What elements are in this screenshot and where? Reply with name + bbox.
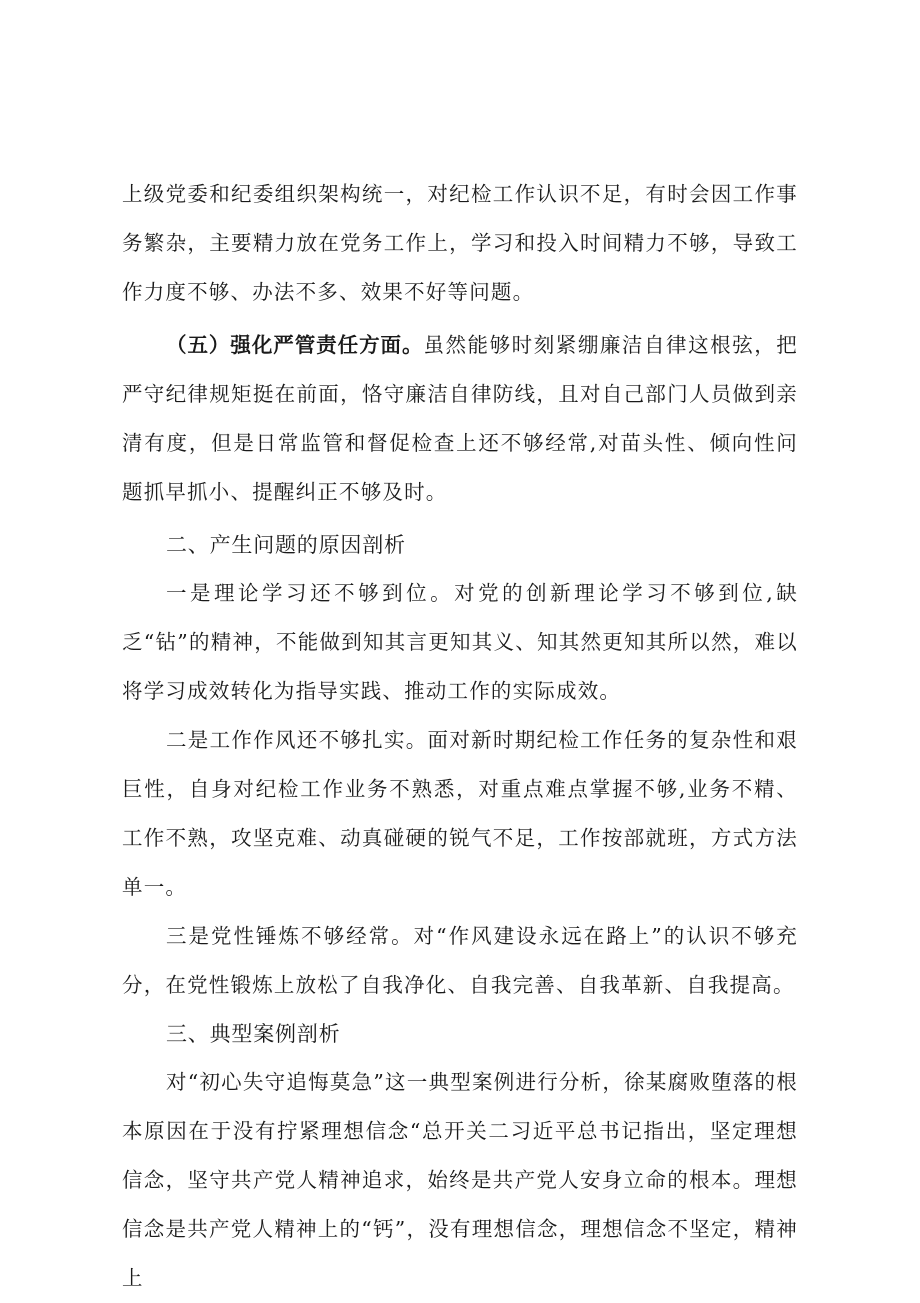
paragraph-strict-management	[122, 321, 798, 517]
paragraph-case-analysis: 对“初心失守追悔莫急”这一典型案例进行分析，徐某腐败堕落的根本原因在于没有拧紧理想信念“总开关二习近平总书记指出，坚定理想信念，坚守共产党人精神追求，始终是共产党人安身立命的根本。理想信念是共产党人精神上的“钙”，没有理想信念，理想信念不坚定，精神上	[122, 1070, 798, 1290]
paragraph-cause-workstyle: 二是工作作风还不够扎实。面对新时期纪检工作任务的复杂性和艰巨性，自身对纪检工作业务不熟悉，对重点难点掌握不够,业务不精、工作不熟，攻坚克难、动真碰硬的锐气不足，工作按部就班，方式方法单一。	[122, 728, 798, 899]
paragraph-lead-heading: （五）强化严管责任方面。	[166, 333, 424, 357]
paragraph-cause-theory: 一是理论学习还不够到位。对党的创新理论学习不够到位,缺乏“钻”的精神，不能做到知其言更知其义、知其然更知其所以然，难以将学习成效转化为指导实践、推动工作的实际成效。	[122, 581, 798, 703]
paragraph-body: 虽然能够时刻紧绷廉洁自律这根弦，把严守纪律规矩挺在前面，恪守廉洁自律防线，且对自己部门人员做到亲清有度，但是日常监管和督促检查上还不够经常,对苗头性、倾向性问题抓早抓小、提醒纠正不够及时。	[122, 333, 799, 504]
document-body	[122, 170, 798, 1303]
paragraph-continuation: 上级党委和纪委组织架构统一，对纪检工作认识不足，有时会因工作事务繁杂，主要精力放在党务工作上，学习和投入时间精力不够，导致工作力度不够、办法不多、效果不好等问题。	[122, 182, 798, 304]
section-heading-case-analysis: 三、典型案例剖析	[166, 1022, 341, 1046]
paragraph-cause-party-spirit: 三是党性锤炼不够经常。对“作风建设永远在路上”的认识不够充分，在党性锻炼上放松了自我净化、自我完善、自我革新、自我提高。	[122, 924, 798, 997]
section-heading-causes: 二、产生问题的原因剖析	[166, 533, 406, 557]
